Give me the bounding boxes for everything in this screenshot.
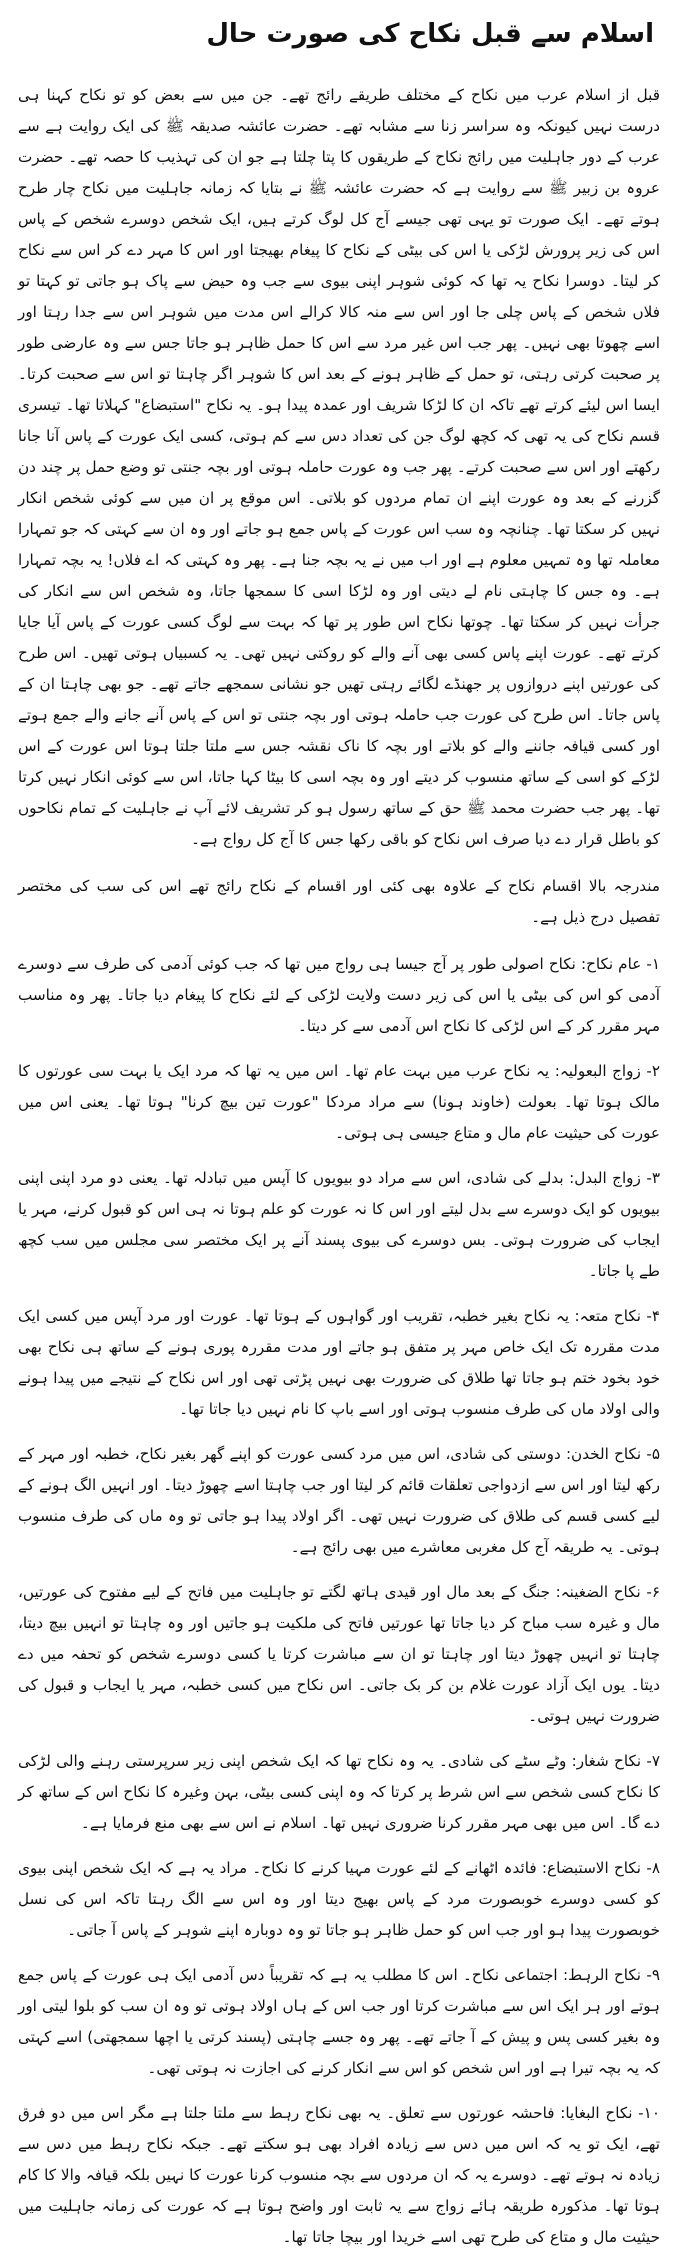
list-item: ۴- نکاح متعہ: یہ نکاح بغیر خطبہ، تقریب اور گواہوں کے ہوتا تھا۔ عورت اور مرد آپس میں کسی ایک مدت مقررہ تک ایک خاص مہر پر متفق ہو جاتے اور مدت مقررہ پوری ہونے کے ساتھ ہی نکاح بھی خود بخود ختم ہو جاتا تھا طلاق کی ضرورت بھی نہیں پڑتی تھی اور اس نکاح کے نتیجے میں پیدا ہونے والی اولاد ماں کی طرف منسوب ہوتی اور اسے باپ کا نام نہیں دیا جاتا تھا۔ [18, 1306, 660, 1418]
list-item: ۳- زواج البدل: بدلے کی شادی، اس سے مراد دو بیویوں کا آپس میں تبادلہ تھا۔ یعنی دو مرد اپنی اپنی بیویوں کو ایک دوسرے سے بدل لیتے اور اس کا نہ عورت کو علم ہوتا نہ ہی اس کو قبول کرنے، مہر یا ایجاب کی ضرورت ہوتی۔ بس دوسرے کی بیوی پسند آنے پر ایک مختصر سی مجلس میں سب کچھ طے پا جاتا۔ [18, 1168, 660, 1280]
article-title: اسلام سے قبل نکاح کی صورت حال [206, 19, 654, 49]
marriage-types-list [18, 949, 660, 2249]
intro-paragraph: مندرجہ بالا اقسام نکاح کے علاوہ بھی کئی اور اقسام کے نکاح رائج تھے اس کی سب کی مختصر تفصیل درج ذیل ہے۔ [18, 876, 660, 926]
list-item: ۱۰- نکاح البغایا: فاحشہ عورتوں سے تعلق۔ یہ بھی نکاح رہط سے ملتا جلتا ہے مگر اس میں دو فرق تھے، ایک تو یہ کہ اس میں دس سے زیادہ افراد بھی ہو سکتے تھے۔ جبکہ نکاح رہط میں دس سے زیادہ نہ ہوتے تھے۔ دوسرے یہ کہ ان مردوں سے بچہ منسوب کرنا عورت کا نہیں بلکہ قیافہ والا کا کام ہوتا تھا۔ مذکورہ طریقہ ہائے زواج سے یہ ثابت اور واضح ہوتا ہے کہ عورت کی زمانہ جاہلیت میں حیثیت مال و متاع کی طرح تھی اسے خریدا اور بیچا جاتا تھا۔ [18, 2103, 660, 2246]
list-item: ۷- نکاح شغار: وٹے سٹے کی شادی۔ یہ وہ نکاح تھا کہ ایک شخص اپنی زیر سرپرستی رہنے والی لڑکی کا نکاح کسی شخص سے اس شرط پر کرتا کہ وہ اپنی کسی بیٹی، بہن وغیرہ کا نکاح اس کے ساتھ کر دے گا۔ اس میں بھی مہر مقرر کرنا ضروری نہیں تھا۔ اسلام نے اس سے بھی منع فرمایا ہے۔ [18, 1751, 660, 1832]
list-item: ۲- زواج البعولیہ: یہ نکاح عرب میں بہت عام تھا۔ اس میں یہ تھا کہ مرد ایک یا بہت سی عورتوں کا مالک ہوتا تھا۔ بعولت (خاوند ہونا) سے مراد مردکا "عورت تین بیچ کرنا" ہوتا تھا۔ یعنی اس میں عورت کی حیثیت عام مال و متاع جیسی ہی ہوتی۔ [18, 1061, 660, 1142]
list-item: ۸- نکاح الاستبضاع: فائدہ اٹھانے کے لئے عورت مہیا کرنے کا نکاح۔ مراد یہ ہے کہ ایک شخص اپنی بیوی کو کسی دوسرے خوبصورت مرد کے پاس بھیج دیتا اور وہ اس سے الگ رہتا تاکہ اس کی نسل خوبصورت پیدا ہو اور جب اس کو حمل ظاہر ہو جاتا تو وہ دوبارہ اپنے شوہر کے پاس آ جاتی۔ [18, 1858, 660, 1939]
intro-paragraph: قبل از اسلام عرب میں نکاح کے مختلف طریقے رائج تھے۔ جن میں سے بعض کو تو نکاح کہنا ہی درست نہیں کیونکہ وہ سراسر زنا سے مشابہ تھے۔ حضرت عائشہ صدیقہ ﷺ کی ایک روایت ہے سے عرب کے دور جاہلیت میں رائج نکاح کے طریقوں کا پتا چلتا ہے جو ان کی تہذیب کا حصہ تھے۔ حضرت عروہ بن زبیر ﷺ سے روایت ہے کہ حضرت عائشہ ﷺ نے بتایا کہ زمانہ جاہلیت میں نکاح چار طرح ہوتے تھے۔ ایک صورت تو یہی تھی جیسے آج کل لوگ کرتے ہیں، ایک شخص دوسرے شخص کے پاس اس کی زیر پرورش لڑکی یا اس کی بیٹی کے نکاح کا پیغام بھیجتا اور اس کا مہر دے کر اس سے نکاح کر لیتا۔ دوسرا نکاح یہ تھا کہ کوئی شوہر اپنی بیوی سے جب وہ حیض سے پاک ہو جاتی تو کہتا تو فلاں شخص کے پاس چلی جا اور اس سے منہ کالا کرالے اس مدت میں شوہر اس سے جدا رہتا اور اسے چھوتا بھی نہیں۔ پھر جب اس غیر مرد سے اس کا حمل ظاہر ہو جاتا جس سے وہ عارضی طور پر صحبت کرتی رہتی، تو حمل کے ظاہر ہونے کے بعد اس کا شوہر اگر چاہتا تو اس سے صحبت کرتا۔ ایسا اس لیئے کرتے تھے تاکہ ان کا لڑکا شریف اور عمدہ پیدا ہو۔ یہ نکاح "استبضاع" کہلاتا تھا۔ تیسری قسم نکاح کی یہ تھی کہ کچھ لوگ جن کی تعداد دس سے کم ہوتی، کسی ایک عورت کے پاس آنا جانا رکھتے اور اس سے صحبت کرتے۔ پھر جب وہ عورت حاملہ ہوتی اور بچہ جنتی تو وضع حمل پر چند دن گزرنے کے بعد وہ عورت اپنے ان تمام مردوں کو بلاتی۔ اس موقع پر ان میں سے کوئی شخص انکار نہیں کر سکتا تھا۔ چنانچہ وہ سب اس عورت کے پاس جمع ہو جاتے اور وہ ان سے کہتی کہ جو تمہارا معاملہ تھا وہ تمہیں معلوم ہے اور اب میں نے یہ بچہ جنا ہے۔ پھر وہ کہتی کہ اے فلاں! یہ بچہ تمہارا ہے۔ وہ جس کا چاہتی نام لے دیتی اور وہ لڑکا اسی کا سمجھا جاتا، وہ شخص اس سے انکار کی جرأت نہیں کر سکتا تھا۔ چوتھا نکاح اس طور پر تھا کہ بہت سے لوگ کسی عورت کے پاس آیا جایا کرتے تھے۔ عورت اپنے پاس کسی بھی آنے والے کو روکتی نہیں تھی۔ یہ کسبیاں ہوتی تھیں۔ اس طرح کی عورتیں اپنے دروازوں پر جھنڈے لگائے رہتی تھیں جو نشانی سمجھے جاتے تھے۔ جو بھی چاہتا ان کے پاس جاتا۔ اس طرح کی عورت جب حاملہ ہوتی اور بچہ جنتی تو اس کے پاس آنے جانے والے جمع ہوتے اور کسی قیافہ جاننے والے کو بلاتے اور بچہ کا ناک نقشہ جس سے ملتا جلتا ہوتا اس عورت کے اس لڑکے کو اسی کے ساتھ منسوب کر دیتے اور وہ بچہ اسی کا بیٹا کہا جاتا، اس سے کوئی انکار نہیں کرتا تھا۔ پھر جب حضرت محمد ﷺ حق کے ساتھ رسول ہو کر تشریف لائے آپ نے جاہلیت کے تمام نکاحوں کو باطل قرار دے دیا صرف اس نکاح کو باقی رکھا جس کا آج کل رواج ہے۔ [18, 85, 660, 848]
list-item: ۶- نکاح الضغینہ: جنگ کے بعد مال اور قیدی ہاتھ لگتے تو جاہلیت میں فاتح کے لیے مفتوح کی عورتیں، مال و غیرہ سب مباح کر دیا جاتا تھا عورتیں فاتح کی ملکیت ہو جاتیں اور وہ چاہتا تو انہیں بیچ دیتا، چاہتا تو انہیں چھوڑ دیتا اور چاہتا تو ان سے مباشرت کرتا یا کسی دوسرے شخص کو تحفہ میں دے دیتا۔ یوں ایک آزاد عورت غلام بن کر بک جاتی۔ اس نکاح میں کسی خطبہ، مہر یا ایجاب و قبول کی ضرورت نہیں ہوتی۔ [18, 1582, 660, 1725]
intro-section [18, 80, 660, 933]
list-item: ۹- نکاح الرہط: اجتماعی نکاح۔ اس کا مطلب یہ ہے کہ تقریباً دس آدمی ایک ہی عورت کے پاس جمع ہوتے اور ہر ایک اس سے مباشرت کرتا اور جب اس کے ہاں اولاد ہوتی تو وہ ان سب کو بلوا لیتی اور وہ بغیر کسی پس و پیش کے آ جاتے تھے۔ پھر وہ جسے چاہتی (پسند کرتی یا اچھا سمجھتی) اسے کہتی کہ یہ بچہ تیرا ہے اور اس شخص کو اس سے انکار کرنے کی اجازت نہ ہوتی تھی۔ [18, 1965, 660, 2077]
list-item: ۱- عام نکاح: نکاح اصولی طور پر آج جیسا ہی رواج میں تھا کہ جب کوئی آدمی کی طرف سے دوسرے آدمی کو اس کی بیٹی یا اس کی زیر دست ولایت لڑکی کے لئے نکاح کا پیغام دیا جاتا۔ پھر وہ مناسب مہر مقرر کر کے اس لڑکی کا نکاح اس آدمی سے کر دیتا۔ [18, 954, 660, 1035]
list-item: ۵- نکاح الخدن: دوستی کی شادی، اس میں مرد کسی عورت کو اپنے گھر بغیر نکاح، خطبہ اور مہر کے رکھ لیتا اور اس سے ازدواجی تعلقات قائم کر لیتا اور جب چاہتا اسے چھوڑ دیتا۔ اور انہیں الگ ہونے کے لیے کسی قسم کی طلاق کی ضرورت نہیں تھی۔ اگر اولاد پیدا ہو جاتی تو وہ ماں کی طرف منسوب ہوتی۔ یہ طریقہ آج کل مغربی معاشرے میں بھی رائج ہے۔ [18, 1444, 660, 1556]
